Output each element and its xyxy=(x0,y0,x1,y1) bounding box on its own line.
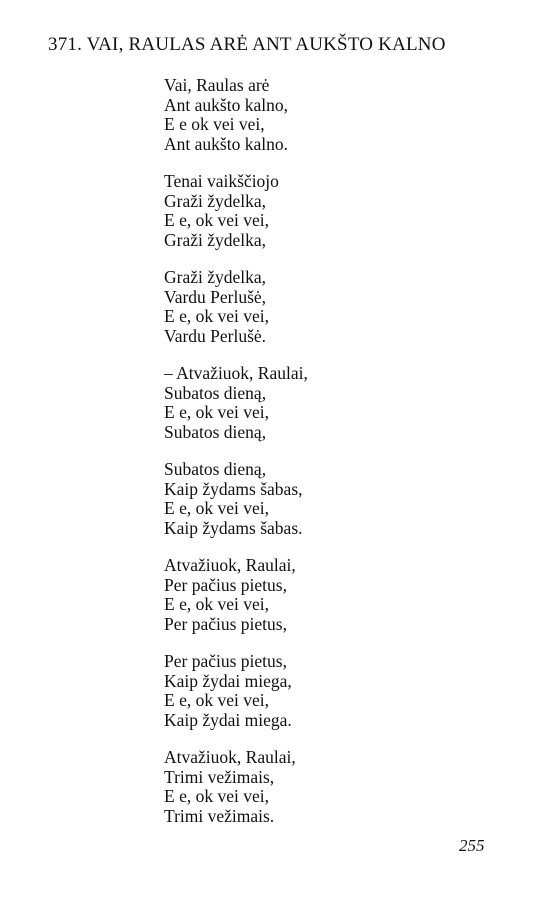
verse-line: Vardu Perlušė. xyxy=(164,325,267,346)
verse-line: Ant aukšto kalno. xyxy=(164,133,288,154)
refrain-line: E e, ok vei vei, xyxy=(164,402,269,422)
stanza-2 xyxy=(164,172,494,250)
stanza-8 xyxy=(164,748,494,826)
verse-line: Ant aukšto kalno, xyxy=(164,94,288,115)
stanza-4 xyxy=(164,364,494,442)
stanza-7 xyxy=(164,652,494,730)
refrain-line: E e, ok vei vei, xyxy=(164,210,269,230)
verse-line: Vardu Perlušė, xyxy=(164,286,267,307)
verse-line: Graži žydelka, xyxy=(164,229,267,250)
verse-line: Kaip žydams šabas, xyxy=(164,478,303,499)
song-text xyxy=(164,76,494,844)
verse-line: Subatos dieną, xyxy=(164,459,267,479)
stanza-6 xyxy=(164,556,494,634)
verse-line: Subatos dieną, xyxy=(164,421,267,442)
stanza-1 xyxy=(164,76,494,154)
verse-line: Kaip žydai miega. xyxy=(164,709,292,730)
stanza-3 xyxy=(164,268,494,346)
refrain-line: E e ok vei vei, xyxy=(164,114,265,134)
verse-line: Atvažiuok, Raulai, xyxy=(164,555,296,575)
verse-line: Atvažiuok, Raulai, xyxy=(164,747,296,767)
verse-line: Per pačius pietus, xyxy=(164,651,287,671)
verse-line: Trimi vežimais. xyxy=(164,805,275,826)
page-title: 371. VAI, RAULAS ARĖ ANT AUKŠTO KALNO xyxy=(48,34,446,55)
verse-line: – Atvažiuok, Raulai, xyxy=(164,363,308,383)
verse-line: Per pačius pietus, xyxy=(164,613,287,634)
verse-line: Kaip žydai miega, xyxy=(164,670,292,691)
verse-line: Kaip žydams šabas. xyxy=(164,517,303,538)
stanza-5 xyxy=(164,460,494,538)
refrain-line: E e, ok vei vei, xyxy=(164,786,269,806)
verse-line: Subatos dieną, xyxy=(164,382,267,403)
verse-line: Graži žydelka, xyxy=(164,267,267,287)
refrain-line: E e, ok vei vei, xyxy=(164,690,269,710)
verse-line: Graži žydelka, xyxy=(164,190,267,211)
refrain-line: E e, ok vei vei, xyxy=(164,498,269,518)
page-number: 255 xyxy=(459,836,485,855)
verse-line: Trimi vežimais, xyxy=(164,766,275,787)
verse-line: Tenai vaikščiojo xyxy=(164,171,279,191)
verse-line: Per pačius pietus, xyxy=(164,574,287,595)
verse-line: Vai, Raulas arė xyxy=(164,75,270,95)
refrain-line: E e, ok vei vei, xyxy=(164,306,269,326)
refrain-line: E e, ok vei vei, xyxy=(164,594,269,614)
